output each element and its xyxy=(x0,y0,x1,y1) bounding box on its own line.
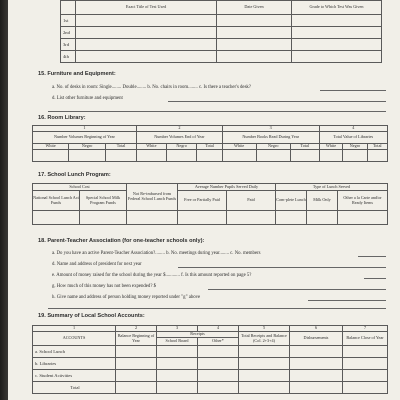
tests-title-field[interactable] xyxy=(76,51,217,63)
account-field[interactable] xyxy=(116,358,157,370)
tests-grade-field[interactable] xyxy=(292,27,382,39)
pta-line-e: e. Amount of money raised for the school during the year $............ f. Is this amount reported on page 5? xyxy=(52,273,252,278)
tests-date-field[interactable] xyxy=(217,27,292,39)
library-field[interactable] xyxy=(136,150,166,162)
lunch-field[interactable] xyxy=(227,211,276,225)
lunch-type-header: Type of Lunch Served xyxy=(276,184,388,191)
library-field[interactable] xyxy=(343,150,367,162)
pta-line-d: d. Name and address of president for next year xyxy=(52,262,142,267)
account-field[interactable] xyxy=(157,370,198,382)
free-paid-header: Free or Partially Paid xyxy=(178,191,227,211)
library-subcol: Negro xyxy=(343,144,367,150)
tests-title-field[interactable] xyxy=(76,15,217,27)
library-field[interactable] xyxy=(166,150,197,162)
section-18-title: 18. Parent-Teacher Association (for one-teacher schools only): xyxy=(38,238,205,244)
accounts-col-num: 1 xyxy=(33,326,116,332)
library-subcol: Total xyxy=(290,144,319,150)
library-field[interactable] xyxy=(69,150,106,162)
section-15-title: 15. Furniture and Equipment: xyxy=(38,71,116,77)
account-field[interactable] xyxy=(157,358,198,370)
account-field[interactable] xyxy=(198,358,239,370)
other-header: Other* xyxy=(198,338,239,346)
tests-corner xyxy=(61,1,76,15)
accounts-col-num: 3 xyxy=(157,326,198,332)
accounts-col-num: 6 xyxy=(290,326,343,332)
library-subcol: White xyxy=(222,144,256,150)
account-field[interactable] xyxy=(290,382,343,394)
library-col-num: 2 xyxy=(136,126,222,132)
library-subcol: White xyxy=(319,144,343,150)
tests-table xyxy=(60,0,382,63)
pta-line-h: h. Give name and address of person holding money reported under "g" above xyxy=(52,295,201,300)
account-field[interactable] xyxy=(343,346,388,358)
account-field[interactable] xyxy=(290,370,343,382)
library-field[interactable] xyxy=(106,150,137,162)
school-lunch-table xyxy=(32,183,388,225)
library-group-label: Number Books Read During Year xyxy=(222,132,319,144)
accounts-col-num: 7 xyxy=(343,326,388,332)
library-subcol: White xyxy=(136,144,166,150)
library-field[interactable] xyxy=(197,150,222,162)
paid-header: Paid xyxy=(227,191,276,211)
section-17-title: 17. School Lunch Program: xyxy=(38,172,111,178)
other-items-header: Other a la Carte and/or Ready Items xyxy=(338,191,388,211)
library-field[interactable] xyxy=(319,150,343,162)
special-milk-header: Special School Milk Program Funds xyxy=(80,191,127,211)
tests-date-field[interactable] xyxy=(217,39,292,51)
pta-president-field[interactable] xyxy=(178,267,386,268)
library-col-num: 1 xyxy=(33,126,137,132)
account-field[interactable] xyxy=(343,382,388,394)
account-field[interactable] xyxy=(343,370,388,382)
total-receipts-header: Total Receipts and Balance (Col. 2+3+4) xyxy=(239,332,290,346)
avg-pupils-header: Average Number Pupils Served Daily xyxy=(178,184,276,191)
tests-grade-field[interactable] xyxy=(292,51,382,63)
balance-begin-header: Balance Beginning of Year xyxy=(116,332,157,346)
tests-row-label: 2nd xyxy=(61,27,76,39)
library-col-num: 4 xyxy=(319,126,387,132)
library-group-label: Number Volumes End of Year xyxy=(136,132,222,144)
school-cost-header: School Cost xyxy=(33,184,127,191)
account-row-total: Total xyxy=(33,382,116,394)
library-subcol: Total xyxy=(367,144,387,150)
account-row-label: b. Libraries xyxy=(33,358,116,370)
account-field[interactable] xyxy=(116,382,157,394)
section-16-title: 16. Room Library: xyxy=(38,115,86,121)
tests-grade-field[interactable] xyxy=(292,39,382,51)
account-row-label: c. Student Activities xyxy=(33,370,116,382)
pta-unexpended-field[interactable] xyxy=(208,289,386,290)
library-field[interactable] xyxy=(290,150,319,162)
pta-line-a: a. Do you have an active Parent-Teacher Association?........ b. No. meetings during year........ c. No. members xyxy=(52,251,261,256)
lunch-field[interactable] xyxy=(33,211,80,225)
form-page xyxy=(8,0,400,400)
account-field[interactable] xyxy=(157,346,198,358)
lunch-field[interactable] xyxy=(80,211,127,225)
tests-title-field[interactable] xyxy=(76,39,217,51)
library-field[interactable] xyxy=(256,150,290,162)
account-field[interactable] xyxy=(157,382,198,394)
account-field[interactable] xyxy=(198,346,239,358)
receipts-header: Receipts xyxy=(157,332,239,338)
complete-lunch-header: Com-plete Lunch xyxy=(276,191,307,211)
pta-holder-field[interactable] xyxy=(308,300,386,301)
library-subcol: Total xyxy=(197,144,222,150)
pta-line-g: g. How much of this money has not been expended? $ xyxy=(52,284,157,289)
room-library-table xyxy=(32,125,388,162)
library-field[interactable] xyxy=(367,150,387,162)
account-field[interactable] xyxy=(198,370,239,382)
account-field[interactable] xyxy=(239,346,290,358)
section-19-title: 19. Summary of Local School Accounts: xyxy=(38,313,145,319)
library-group-label: Total Value of Libraries xyxy=(319,132,387,144)
lunch-field[interactable] xyxy=(307,211,338,225)
disbursements-header: Disbursements xyxy=(290,332,343,346)
accounts-header: ACCOUNTS xyxy=(33,332,116,346)
school-accounts-table xyxy=(32,325,388,394)
account-field[interactable] xyxy=(116,346,157,358)
not-reimbursed-header: Not Re-imbursed from Federal School Lunch Funds xyxy=(127,184,178,211)
furniture-list-field[interactable] xyxy=(168,101,386,102)
account-field[interactable] xyxy=(290,358,343,370)
page-binding-shadow xyxy=(0,0,8,400)
account-field[interactable] xyxy=(290,346,343,358)
tests-row-label: 3rd xyxy=(61,39,76,51)
library-field[interactable] xyxy=(33,150,69,162)
library-subcol: Negro xyxy=(69,144,106,150)
account-field[interactable] xyxy=(239,370,290,382)
teacher-desk-field[interactable] xyxy=(320,90,386,91)
account-row-label: a. School Lunch xyxy=(33,346,116,358)
library-field[interactable] xyxy=(222,150,256,162)
balance-close-header: Balance Close of Year xyxy=(343,332,388,346)
school-board-header: School Board xyxy=(157,338,198,346)
tests-grade-field[interactable] xyxy=(292,15,382,27)
lunch-field[interactable] xyxy=(127,211,178,225)
tests-header-grade: Grade to Which Test Was Given xyxy=(292,1,382,15)
library-col-num: 3 xyxy=(222,126,319,132)
tests-header-date: Date Given xyxy=(217,1,292,15)
lunch-field[interactable] xyxy=(178,211,227,225)
milk-only-header: Milk Only xyxy=(307,191,338,211)
library-subcol: Negro xyxy=(166,144,197,150)
furniture-line-d: d. List other furniture and equipment xyxy=(52,96,123,101)
national-lunch-header: National School Lunch Act Funds xyxy=(33,191,80,211)
tests-date-field[interactable] xyxy=(217,51,292,63)
furniture-line-a: a. No. of desks in room: Single........ Double........ b. No. chairs in room........ c. Is there a teacher's desk? xyxy=(52,85,251,90)
library-subcol: Negro xyxy=(256,144,290,150)
lunch-field[interactable] xyxy=(338,211,388,225)
account-field[interactable] xyxy=(239,382,290,394)
account-field[interactable] xyxy=(116,370,157,382)
library-subcol: White xyxy=(33,144,69,150)
tests-row-label: 1st xyxy=(61,15,76,27)
tests-row-label: 4th xyxy=(61,51,76,63)
tests-header-title: Exact Title of Test Used xyxy=(76,1,217,15)
account-field[interactable] xyxy=(198,382,239,394)
accounts-col-num: 2 xyxy=(116,326,157,332)
furniture-list-field-2[interactable] xyxy=(48,111,386,112)
accounts-col-num: 5 xyxy=(239,326,290,332)
account-field[interactable] xyxy=(343,358,388,370)
library-group-label: Number Volumes Beginning of Year xyxy=(33,132,137,144)
pta-holder-field-2[interactable] xyxy=(48,308,386,309)
pta-members-field[interactable] xyxy=(358,256,386,257)
library-subcol: Total xyxy=(106,144,137,150)
tests-date-field[interactable] xyxy=(217,15,292,27)
lunch-field[interactable] xyxy=(276,211,307,225)
account-field[interactable] xyxy=(239,358,290,370)
pta-reported-field[interactable] xyxy=(364,278,386,279)
accounts-col-num: 4 xyxy=(198,326,239,332)
tests-title-field[interactable] xyxy=(76,27,217,39)
